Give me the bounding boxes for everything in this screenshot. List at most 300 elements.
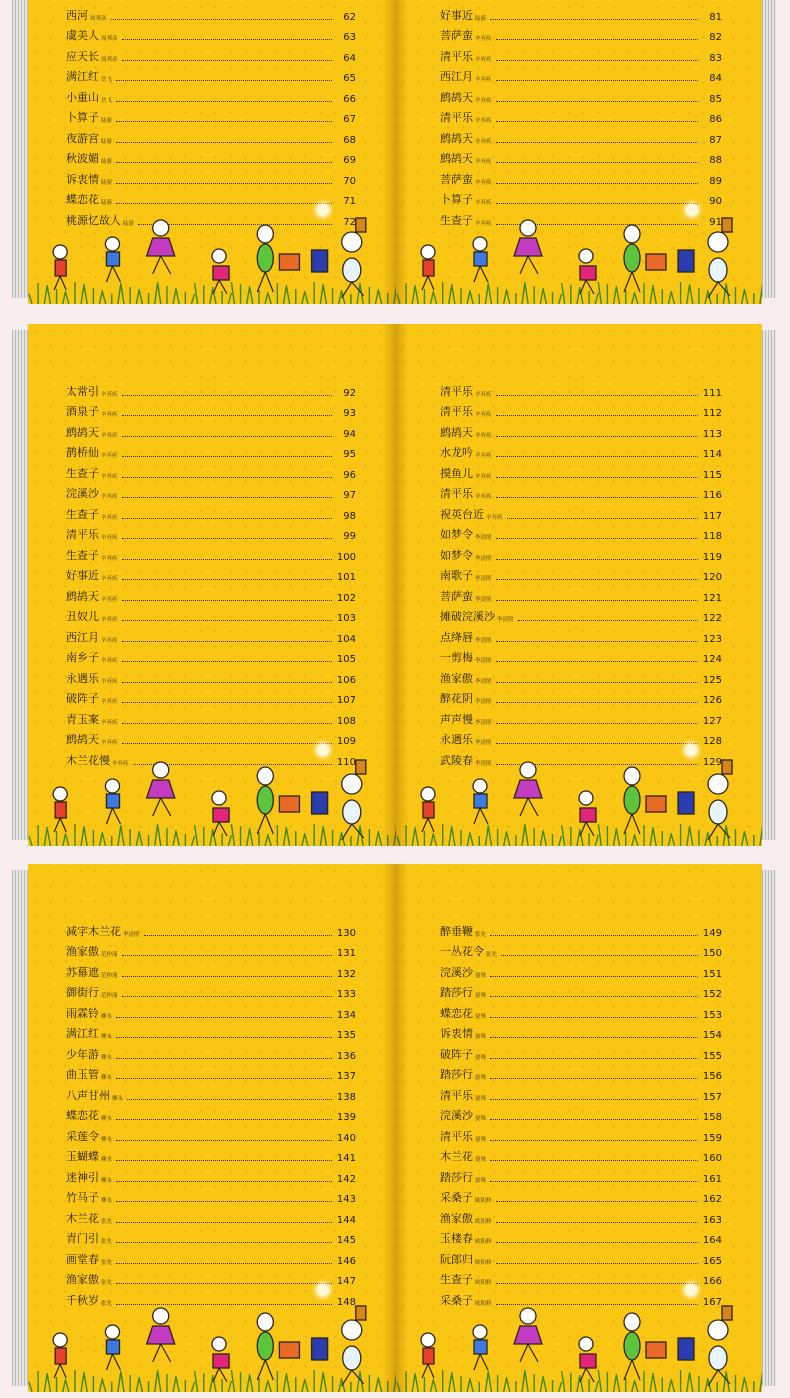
entry-title: 雨霖铃	[66, 1006, 99, 1020]
toc-entry	[66, 166, 356, 187]
toc-entry	[66, 440, 356, 461]
entry-author: 晏殊	[475, 1054, 487, 1061]
entry-title: 鹧鸪天	[66, 425, 99, 439]
dot-leader	[122, 682, 332, 683]
entry-author: 李清照	[475, 678, 492, 685]
entry-title: 应天长	[66, 49, 99, 63]
dot-leader	[490, 1017, 698, 1018]
entry-title: 踏莎行	[440, 1068, 473, 1081]
entry-page-number: 82	[709, 32, 722, 43]
entry-page-number: 107	[336, 695, 356, 706]
entry-page-number: 63	[343, 32, 356, 43]
toc-entry	[66, 522, 356, 543]
entry-title: 菩萨蛮	[440, 589, 473, 603]
toc-list	[440, 918, 722, 1308]
dot-leader	[116, 1263, 332, 1264]
entry-title: 蝶恋花	[66, 1109, 99, 1122]
entry-title: 浣溪沙	[66, 487, 99, 500]
dot-leader	[116, 1078, 332, 1079]
toc-entry	[440, 1164, 722, 1185]
entry-author: 岳飞	[101, 97, 113, 104]
toc-entry	[440, 64, 722, 85]
entry-author: 辛弃疾	[101, 678, 118, 685]
dot-leader	[490, 1140, 698, 1141]
toc-list	[66, 2, 356, 228]
entry-page-number: 99	[343, 531, 356, 542]
dot-leader	[518, 620, 698, 621]
entry-page-number: 67	[343, 114, 356, 125]
entry-page-number: 167	[702, 1296, 722, 1308]
toc-entry	[66, 501, 356, 522]
entry-page-number: 66	[343, 93, 356, 105]
entry-page-number: 115	[702, 469, 722, 481]
toc-entry	[66, 460, 356, 481]
entry-page-number: 166	[702, 1276, 722, 1287]
right-page-1	[396, 0, 762, 304]
entry-author: 辛弃疾	[486, 514, 503, 521]
toc-entry	[440, 1267, 722, 1288]
entry-author: 陆游	[101, 118, 113, 124]
dot-leader	[116, 101, 332, 102]
entry-page-number: 165	[702, 1255, 722, 1267]
dot-leader	[122, 497, 332, 498]
left-page-1	[28, 0, 396, 304]
entry-author: 辛弃疾	[475, 77, 492, 83]
entry-author: 辛弃疾	[475, 453, 492, 459]
entry-title: 好事近	[440, 8, 473, 22]
toc-entry	[440, 1041, 722, 1062]
entry-author: 辛弃疾	[475, 412, 492, 418]
toc-entry	[440, 1226, 722, 1247]
toc-entry	[440, 1082, 722, 1103]
entry-author: 辛弃疾	[475, 138, 492, 145]
toc-entry	[66, 604, 356, 625]
book-spread-2	[0, 320, 790, 852]
dot-leader	[116, 80, 332, 81]
entry-author: 辛弃疾	[475, 473, 492, 480]
entry-title: 卜算子	[440, 193, 473, 206]
toc-entry	[66, 645, 356, 666]
entry-title: 丑奴儿	[66, 610, 99, 623]
toc-entry	[440, 125, 722, 146]
entry-author: 周邦彦	[101, 36, 118, 42]
dot-leader	[116, 1140, 332, 1141]
entry-page-number: 125	[702, 674, 722, 686]
entry-page-number: 128	[702, 736, 722, 747]
left-page-2	[28, 324, 396, 846]
toc-entry	[440, 939, 722, 960]
entry-title: 迷神引	[66, 1170, 99, 1184]
toc-entry	[440, 624, 722, 645]
entry-page-number: 106	[336, 674, 356, 686]
entry-title: 西江月	[440, 70, 473, 83]
entry-title: 采桑子	[440, 1191, 473, 1204]
dot-leader	[490, 976, 698, 977]
dot-leader	[496, 415, 698, 416]
entry-page-number: 98	[343, 510, 356, 522]
entry-page-number: 154	[702, 1030, 722, 1041]
entry-page-number: 121	[702, 592, 722, 604]
entry-title: 南歌子	[440, 569, 473, 582]
entry-title: 清平乐	[440, 1129, 473, 1143]
entry-author: 岳飞	[101, 77, 113, 83]
dot-leader	[496, 436, 698, 437]
entry-author: 李清照	[497, 617, 514, 623]
entry-author: 李清照	[475, 719, 492, 726]
toc-entry	[66, 563, 356, 584]
toc-entry	[440, 1000, 722, 1021]
entry-title: 破阵子	[440, 1047, 473, 1061]
dot-leader	[496, 723, 698, 724]
entry-page-number: 71	[343, 196, 356, 207]
entry-page-number: 84	[709, 73, 722, 84]
dot-leader	[127, 1099, 332, 1100]
dot-leader	[496, 743, 698, 744]
entry-title: 满江红	[66, 70, 99, 83]
entry-title: 蝶恋花	[66, 193, 99, 206]
entry-title: 小重山	[66, 90, 99, 104]
entry-title: 渔家傲	[66, 945, 99, 958]
entry-author: 辛弃疾	[101, 699, 118, 705]
entry-author: 辛弃疾	[101, 473, 118, 480]
entry-author: 欧阳修	[475, 1300, 492, 1307]
entry-page-number: 120	[702, 572, 722, 583]
dot-leader	[116, 203, 332, 204]
entry-page-number: 131	[336, 948, 356, 959]
dot-leader	[496, 497, 698, 498]
dot-leader	[122, 600, 332, 601]
entry-title: 御街行	[66, 986, 99, 999]
toc-entry	[440, 501, 722, 522]
dot-leader	[496, 121, 698, 122]
entry-page-number: 136	[336, 1050, 356, 1062]
dot-leader	[496, 600, 698, 601]
entry-title: 生查子	[66, 507, 99, 521]
entry-author: 范仲淹	[101, 993, 118, 999]
entry-author: 辛弃疾	[101, 391, 118, 398]
entry-title: 醉花阴	[440, 692, 473, 705]
entry-title: 采桑子	[440, 1293, 473, 1307]
entry-author: 辛弃疾	[475, 391, 492, 398]
toc-entry	[66, 1144, 356, 1165]
entry-author: 陆游	[101, 200, 113, 206]
dot-leader	[116, 1160, 332, 1161]
entry-title: 鹧鸪天	[66, 589, 99, 603]
toc-entry	[440, 1185, 722, 1206]
toc-entry	[66, 1185, 356, 1206]
toc-list	[66, 378, 356, 768]
entry-page-number: 153	[702, 1009, 722, 1021]
entry-title: 鹊桥仙	[66, 446, 99, 459]
toc-entry	[66, 1246, 356, 1267]
toc-entry	[440, 542, 722, 563]
dot-leader	[122, 436, 332, 437]
toc-entry	[66, 378, 356, 399]
dot-leader	[116, 1017, 332, 1018]
entry-author: 辛弃疾	[475, 494, 492, 500]
entry-page-number: 104	[336, 633, 356, 645]
page-dot	[685, 1284, 697, 1296]
entry-title: 水龙吟	[440, 446, 473, 459]
entry-page-number: 140	[336, 1132, 356, 1144]
entry-title: 满江红	[66, 1027, 99, 1040]
dot-leader	[496, 641, 698, 642]
entry-page-number: 62	[343, 11, 356, 23]
entry-title: 清平乐	[66, 528, 99, 541]
dot-leader	[116, 1201, 332, 1202]
entry-author: 李清照	[123, 931, 140, 938]
toc-entry	[440, 1062, 722, 1083]
toc-entry	[66, 1164, 356, 1185]
entry-title: 西江月	[66, 630, 99, 644]
toc-list	[66, 918, 356, 1308]
entry-page-number: 93	[343, 408, 356, 419]
entry-page-number: 118	[702, 531, 722, 542]
entry-title: 武陵春	[440, 753, 473, 767]
entry-page-number: 102	[336, 592, 356, 604]
entry-title: 少年游	[66, 1047, 99, 1061]
entry-author: 晏殊	[475, 1095, 487, 1102]
entry-author: 周邦彦	[101, 56, 118, 63]
toc-entry	[66, 1103, 356, 1124]
entry-title: 摊破浣溪沙	[440, 610, 495, 623]
kids-illustration	[396, 1302, 762, 1392]
entry-page-number: 122	[702, 613, 722, 624]
entry-page-number: 87	[709, 134, 722, 146]
entry-author: 范仲淹	[101, 972, 118, 979]
toc-entry	[66, 939, 356, 960]
toc-entry	[66, 1123, 356, 1144]
dot-leader	[490, 1078, 698, 1079]
entry-title: 千秋岁	[66, 1293, 99, 1307]
entry-title: 醉垂鞭	[440, 924, 473, 938]
entry-title: 清平乐	[440, 384, 473, 398]
dot-leader	[122, 456, 332, 457]
toc-entry	[66, 624, 356, 645]
dot-leader	[490, 1181, 698, 1182]
dot-leader	[116, 1242, 332, 1243]
entry-title: 青门引	[66, 1232, 99, 1245]
entry-author: 欧阳修	[475, 1239, 492, 1245]
entry-author: 柳永	[101, 1075, 113, 1081]
toc-entry	[440, 918, 722, 939]
entry-title: 永遇乐	[66, 671, 99, 685]
entry-page-number: 105	[336, 654, 356, 665]
dot-leader	[122, 641, 332, 642]
dot-leader	[116, 1058, 332, 1059]
entry-title: 生查子	[66, 466, 99, 480]
toc-entry	[440, 2, 722, 23]
entry-page-number: 142	[336, 1173, 356, 1185]
entry-page-number: 129	[702, 756, 722, 768]
book-spread-1	[0, 0, 790, 308]
toc-entry	[66, 665, 356, 686]
entry-author: 柳永	[101, 1177, 113, 1184]
toc-entry	[66, 43, 356, 64]
entry-author: 陆游	[475, 15, 487, 22]
entry-title: 菩萨蛮	[440, 172, 473, 186]
entry-page-number: 90	[709, 196, 722, 207]
page-dot	[317, 1284, 329, 1296]
entry-title: 木兰花	[66, 1211, 99, 1225]
entry-author: 辛弃疾	[475, 118, 492, 124]
entry-author: 李清照	[475, 637, 492, 644]
toc-entry	[66, 399, 356, 420]
dot-leader	[122, 60, 332, 61]
entry-author: 辛弃疾	[101, 514, 118, 521]
entry-author: 辛弃疾	[101, 740, 118, 746]
entry-author: 辛弃疾	[101, 719, 118, 726]
entry-page-number: 124	[702, 654, 722, 665]
dot-leader	[122, 661, 332, 662]
dot-leader	[490, 996, 698, 997]
toc-entry	[440, 645, 722, 666]
entry-title: 渔家傲	[440, 1211, 473, 1225]
entry-title: 鹧鸪天	[440, 90, 473, 104]
dot-leader	[122, 395, 332, 396]
entry-author: 张先	[101, 1259, 113, 1266]
toc-entry	[440, 980, 722, 1001]
dot-leader	[111, 19, 332, 20]
entry-page-number: 135	[336, 1030, 356, 1041]
entry-page-number: 119	[702, 551, 722, 563]
toc-entry	[440, 583, 722, 604]
toc-entry	[66, 959, 356, 980]
entry-author: 陆游	[101, 179, 113, 186]
entry-author: 柳永	[112, 1095, 124, 1102]
entry-title: 八声甘州	[66, 1088, 110, 1102]
toc-entry	[66, 146, 356, 167]
dot-leader	[116, 183, 332, 184]
entry-page-number: 130	[336, 927, 356, 939]
entry-page-number: 160	[702, 1153, 722, 1164]
right-page-2	[396, 324, 762, 846]
dot-leader	[122, 415, 332, 416]
entry-author: 张先	[475, 931, 487, 938]
toc-entry	[66, 23, 356, 44]
entry-author: 柳永	[101, 1116, 113, 1122]
kids-illustration	[28, 756, 396, 846]
toc-entry	[440, 460, 722, 481]
entry-author: 柳永	[101, 1198, 113, 1204]
entry-page-number: 113	[702, 428, 722, 440]
entry-title: 摸鱼儿	[440, 466, 473, 480]
entry-author: 李清照	[475, 576, 492, 582]
entry-title: 桃源忆故人	[66, 213, 121, 227]
entry-page-number: 164	[702, 1235, 722, 1246]
entry-title: 西河	[66, 8, 88, 22]
entry-page-number: 149	[702, 927, 722, 939]
dot-leader	[490, 1037, 698, 1038]
toc-entry	[440, 665, 722, 686]
entry-author: 李清照	[475, 699, 492, 705]
toc-entry	[440, 1103, 722, 1124]
entry-page-number: 151	[702, 968, 722, 980]
entry-title: 浣溪沙	[440, 1109, 473, 1122]
entry-title: 清平乐	[440, 405, 473, 418]
entry-author: 张先	[101, 1300, 113, 1307]
entry-title: 鹧鸪天	[440, 425, 473, 439]
entry-title: 曲玉管	[66, 1068, 99, 1081]
entry-page-number: 146	[336, 1255, 356, 1267]
dot-leader	[496, 203, 698, 204]
entry-page-number: 89	[709, 175, 722, 187]
entry-page-number: 101	[336, 572, 356, 583]
toc-entry	[66, 1000, 356, 1021]
entry-page-number: 103	[336, 613, 356, 624]
entry-author: 辛弃疾	[475, 36, 492, 42]
toc-entry	[66, 706, 356, 727]
entry-page-number: 112	[702, 408, 722, 419]
toc-entry	[440, 378, 722, 399]
entry-page-number: 133	[336, 989, 356, 1000]
entry-title: 鹧鸪天	[440, 152, 473, 165]
entry-author: 陆游	[123, 220, 135, 227]
dot-leader	[496, 456, 698, 457]
left-page-3	[28, 864, 396, 1392]
entry-title: 清平乐	[440, 111, 473, 124]
entry-title: 好事近	[66, 569, 99, 582]
entry-title: 清平乐	[440, 487, 473, 500]
entry-page-number: 95	[343, 449, 356, 460]
entry-author: 李清照	[475, 740, 492, 746]
entry-author: 辛弃疾	[475, 432, 492, 439]
dot-leader	[490, 1058, 698, 1059]
entry-page-number: 137	[336, 1071, 356, 1082]
dot-leader	[122, 976, 332, 977]
right-page-3	[396, 864, 762, 1392]
dot-leader	[122, 702, 332, 703]
entry-page-number: 100	[336, 551, 356, 563]
entry-page-number: 69	[343, 155, 356, 166]
entry-page-number: 143	[336, 1194, 356, 1205]
dot-leader	[122, 538, 332, 539]
entry-author: 辛弃疾	[101, 637, 118, 644]
dot-leader	[116, 162, 332, 163]
toc-entry	[66, 980, 356, 1001]
entry-page-number: 92	[343, 387, 356, 399]
entry-page-number: 158	[702, 1112, 722, 1123]
entry-page-number: 116	[702, 490, 722, 501]
toc-entry	[440, 105, 722, 126]
dot-leader	[122, 518, 332, 519]
entry-author: 李清照	[475, 760, 492, 767]
entry-author: 晏殊	[475, 993, 487, 999]
dot-leader	[490, 19, 698, 20]
entry-author: 柳永	[101, 1136, 113, 1143]
entry-author: 陆游	[101, 159, 113, 165]
dot-leader	[116, 1037, 332, 1038]
entry-page-number: 147	[336, 1276, 356, 1287]
entry-author: 陆游	[101, 138, 113, 145]
entry-page-number: 64	[343, 52, 356, 64]
toc-entry	[440, 727, 722, 748]
entry-title: 青玉案	[66, 712, 99, 726]
entry-author: 柳永	[101, 1157, 113, 1163]
toc-entry	[440, 563, 722, 584]
entry-author: 晏殊	[475, 972, 487, 979]
entry-author: 辛弃疾	[101, 576, 118, 582]
entry-title: 点绛唇	[440, 630, 473, 644]
entry-author: 柳永	[101, 1013, 113, 1020]
dot-leader	[507, 518, 698, 519]
entry-author: 欧阳修	[475, 1218, 492, 1225]
entry-page-number: 85	[709, 93, 722, 105]
kids-illustration	[396, 214, 762, 304]
entry-author: 李清照	[475, 658, 492, 664]
entry-page-number: 96	[343, 469, 356, 481]
entry-title: 生查子	[66, 548, 99, 562]
